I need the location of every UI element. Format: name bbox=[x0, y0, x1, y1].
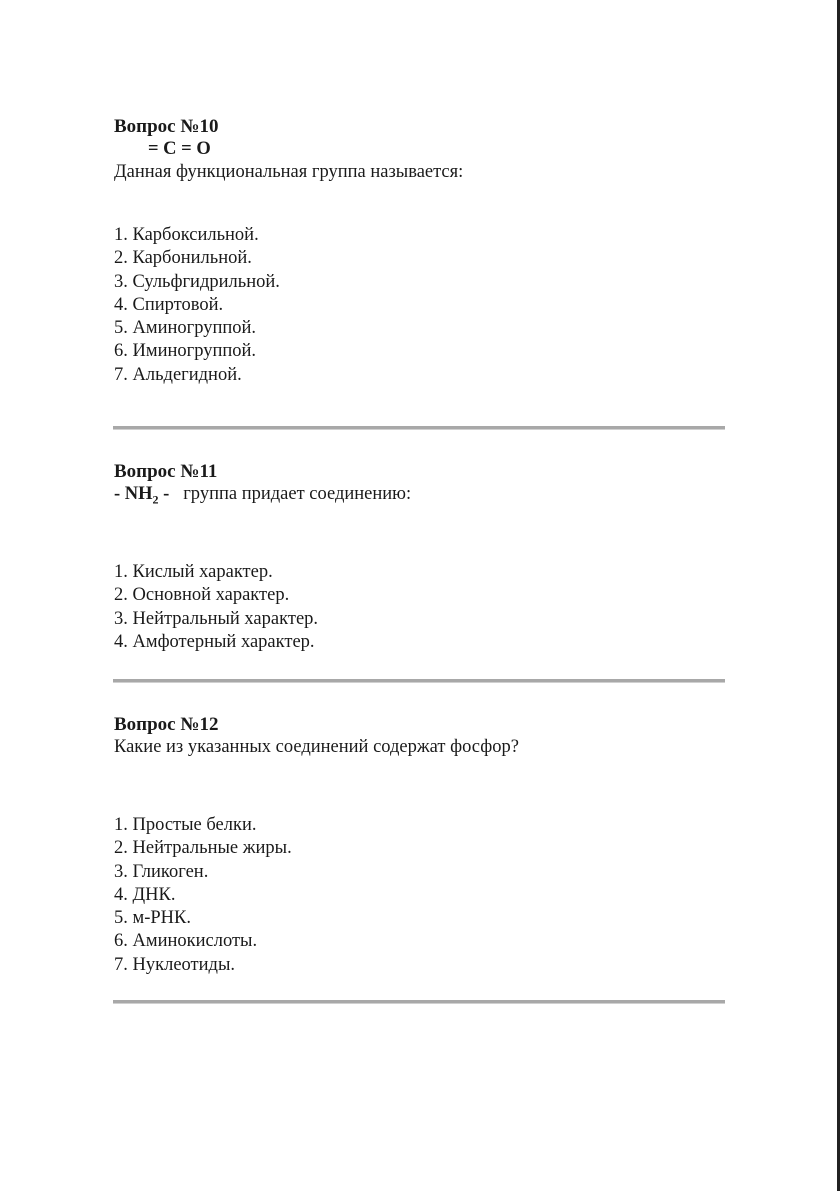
answer-option[interactable]: 7. Альдегидной. bbox=[114, 364, 242, 385]
answer-option[interactable]: 5. Аминогруппой. bbox=[114, 318, 257, 339]
answer-options bbox=[114, 561, 726, 654]
answer-options bbox=[114, 224, 726, 387]
answer-option[interactable]: 3. Нейтральный характер. bbox=[114, 608, 319, 629]
answer-option[interactable]: 1. Простые белки. bbox=[114, 815, 257, 835]
question-title: Вопрос №10 bbox=[114, 116, 219, 137]
answer-option[interactable]: 6. Иминогруппой. bbox=[114, 341, 257, 362]
question-prompt: группа придает соединению: bbox=[183, 484, 412, 504]
question-12 bbox=[114, 713, 726, 977]
answer-option[interactable]: 2. Карбонильной. bbox=[114, 248, 252, 269]
question-11 bbox=[114, 460, 726, 654]
section-divider bbox=[113, 679, 725, 683]
answer-option[interactable]: 4. ДНК. bbox=[114, 884, 176, 905]
question-formula: = C = O bbox=[148, 139, 211, 159]
question-prompt: Какие из указанных соединений содержат фосфор? bbox=[114, 737, 519, 757]
answer-option[interactable]: 1. Карбоксильной. bbox=[114, 225, 259, 245]
answer-option[interactable]: 4. Амфотерный характер. bbox=[114, 631, 315, 652]
answer-option[interactable]: 4. Спиртовой. bbox=[114, 294, 224, 315]
answer-options bbox=[114, 814, 726, 977]
answer-option[interactable]: 2. Нейтральные жиры. bbox=[114, 838, 292, 859]
answer-option[interactable]: 1. Кислый характер. bbox=[114, 562, 273, 582]
answer-option[interactable]: 2. Основной характер. bbox=[114, 585, 290, 606]
question-formula: - $NH_2$ - bbox=[114, 484, 170, 507]
question-prompt: Данная функциональная группа называется: bbox=[114, 162, 464, 182]
question-title: Вопрос №11 bbox=[114, 461, 218, 482]
question-title: Вопрос №12 bbox=[114, 714, 219, 735]
answer-option[interactable]: 3. Гликоген. bbox=[114, 861, 209, 882]
question-formula-line bbox=[114, 483, 726, 506]
section-divider bbox=[113, 1000, 725, 1004]
section-divider bbox=[113, 426, 725, 430]
answer-option[interactable]: 6. Аминокислоты. bbox=[114, 931, 258, 952]
answer-option[interactable]: 3. Сульфгидрильной. bbox=[114, 271, 280, 292]
answer-option[interactable]: 5. м-РНК. bbox=[114, 908, 191, 929]
question-10 bbox=[114, 115, 726, 387]
answer-option[interactable]: 7. Нуклеотиды. bbox=[114, 954, 235, 975]
